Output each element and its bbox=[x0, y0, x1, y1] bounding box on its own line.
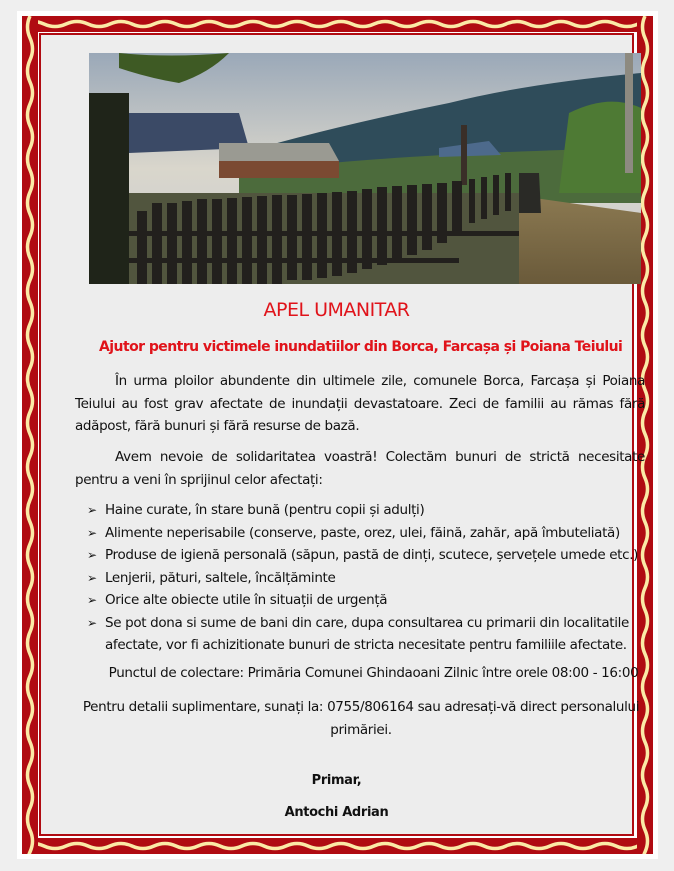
donation-items-list bbox=[87, 499, 647, 657]
wave-pattern-icon bbox=[22, 838, 653, 854]
decorative-border-left bbox=[22, 16, 38, 854]
list-item bbox=[87, 612, 647, 657]
list-item bbox=[87, 499, 647, 522]
arrow-bullet-icon: ➢ bbox=[87, 548, 97, 562]
list-item bbox=[87, 522, 647, 545]
arrow-bullet-icon: ➢ bbox=[87, 570, 97, 585]
list-item-text: Produse de igienă personală (săpun, pastă de dinți, scutece, șervețele umede etc.) bbox=[105, 547, 639, 563]
subtitle: Ajutor pentru victimele inundatiilor din Borca, Farcașa și Poiana Teiului bbox=[99, 339, 623, 355]
arrow-bullet-icon: ➢ bbox=[87, 525, 97, 540]
wave-pattern-icon bbox=[22, 16, 653, 32]
collection-point: Punctul de colectare: Primăria Comunei Ghindaoani Zilnic între orele 08:00 - 16:00 bbox=[108, 665, 639, 681]
list-item bbox=[87, 589, 647, 612]
contact-info: Pentru detalii suplimentare, sunați la: 0755/806164 sau adresați-vă direct personalului primăriei. bbox=[82, 699, 640, 738]
flood-photo bbox=[89, 53, 641, 284]
list-item-text: Lenjerii, pături, saltele, încălțăminte bbox=[105, 569, 336, 586]
signature-name: Antochi Adrian bbox=[284, 805, 389, 820]
decorative-border-bottom bbox=[22, 838, 653, 854]
intro-paragraph: În urma ploilor abundente din ultimele zile, comunele Borca, Farcașa și Poiana Teiului au fost grav afectate de inundații devastatoare. Zeci de familii au rămas fără adăpost, fără bunuri și fără resurse de bază. bbox=[75, 373, 645, 434]
signature-title: Primar, bbox=[311, 773, 362, 788]
list-item-text: Haine curate, în stare bună (pentru copii și adulți) bbox=[105, 502, 425, 518]
list-item-text: Se pot dona si sume de bani din care, dupa consultarea cu primarii din localitatile afectate, vor fi achizitionate bunuri de stricta necesitate pentru familiile afectate. bbox=[105, 614, 629, 653]
arrow-bullet-icon: ➢ bbox=[87, 503, 97, 517]
page-title: APEL UMANITAR bbox=[263, 299, 410, 321]
arrow-bullet-icon: ➢ bbox=[87, 593, 97, 607]
wave-pattern-icon bbox=[22, 16, 38, 854]
list-item-text: Orice alte obiecte utile în situații de urgență bbox=[105, 592, 388, 608]
document-page bbox=[17, 11, 658, 859]
list-item bbox=[87, 567, 647, 590]
flood-scene-image bbox=[89, 53, 641, 284]
arrow-bullet-icon: ➢ bbox=[87, 615, 97, 630]
appeal-paragraph: Avem nevoie de solidaritatea voastră! Colectăm bunuri de strictă necesitate pentru a veni în sprijinul celor afectați: bbox=[75, 449, 645, 488]
decorative-border-top bbox=[22, 16, 653, 32]
list-item bbox=[87, 544, 647, 567]
document-content bbox=[41, 35, 645, 834]
list-item-text: Alimente neperisabile (conserve, paste, orez, ulei, făină, zahăr, apă îmbuteliată) bbox=[105, 524, 620, 541]
